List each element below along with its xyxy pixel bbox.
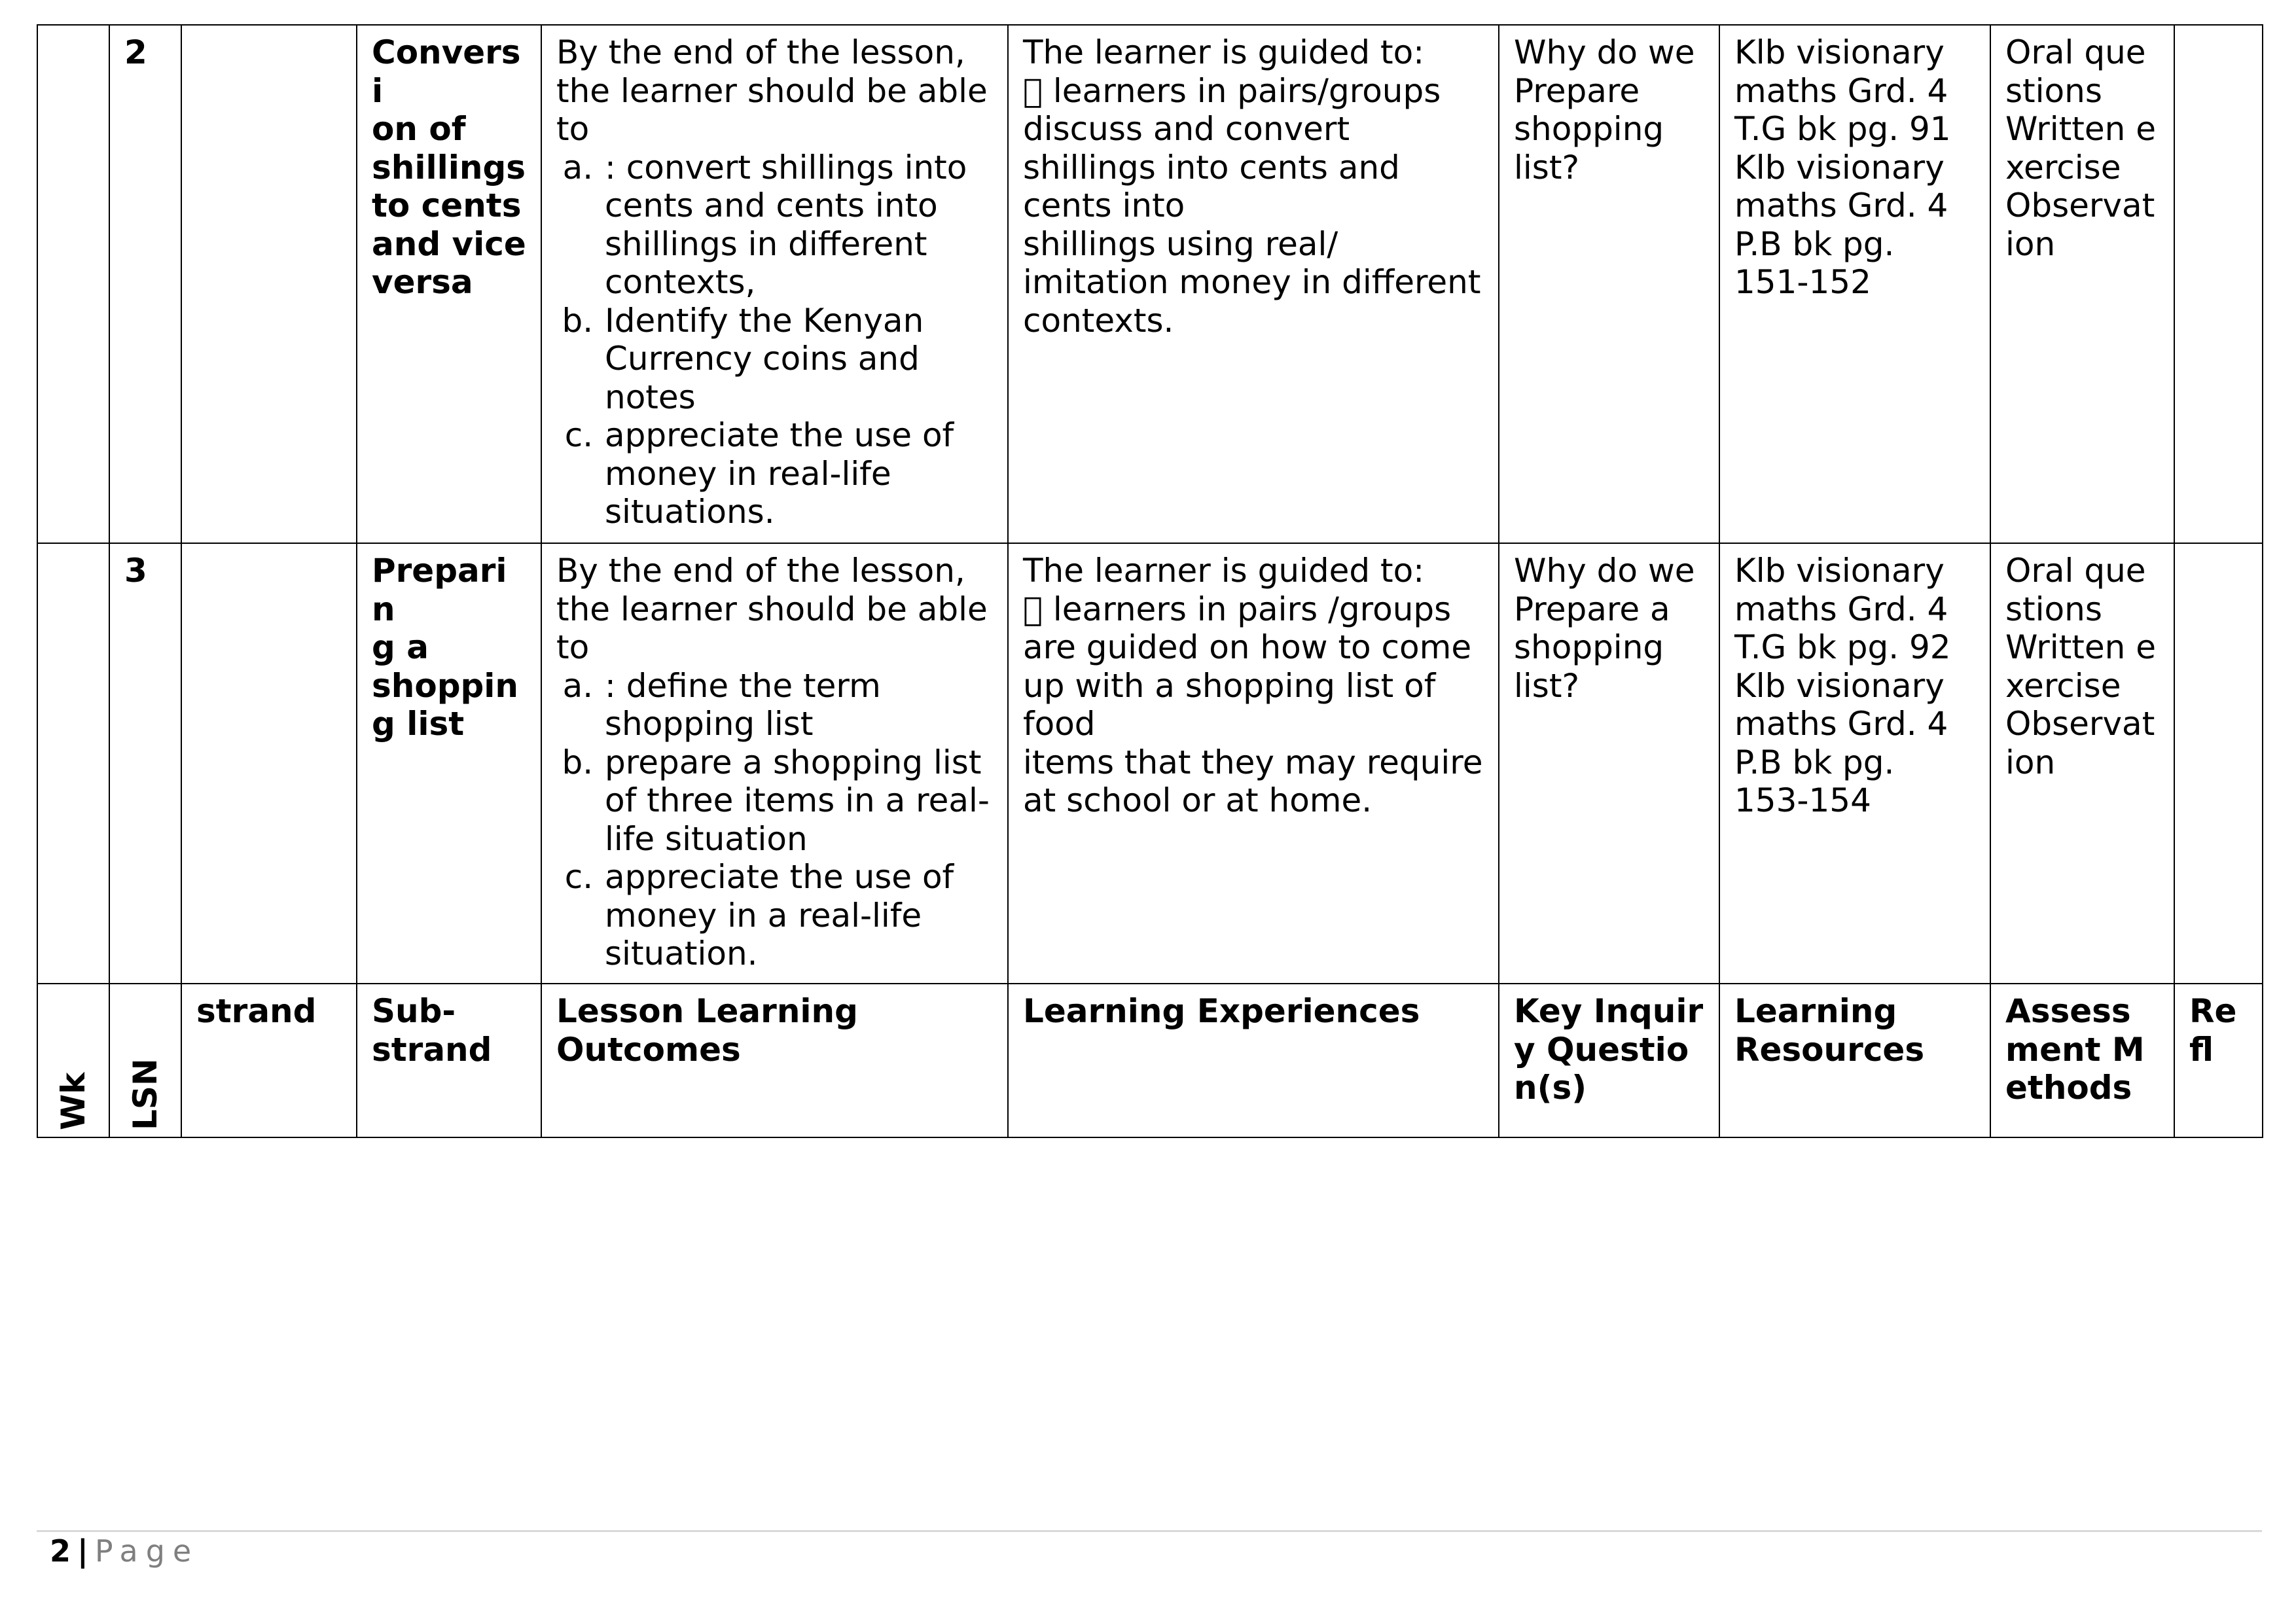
footer-divider [37, 1530, 2262, 1532]
resource-item: Klb visionary maths Grd. 4 P.B bk pg. 153-154 [1734, 666, 1948, 819]
assessment-item: Observation [2005, 705, 2155, 781]
resource-item: Klb visionary maths Grd. 4 P.B bk pg. 151-152 [1734, 148, 1948, 301]
page-number: 2 [50, 1533, 71, 1569]
assessment-item: Written exercise [2005, 628, 2156, 705]
header-learning-experiences: Learning Experiences [1008, 984, 1499, 1137]
key-inquiry-cell: Why do we Prepare shopping list? [1499, 25, 1719, 543]
week-cell [37, 543, 109, 984]
table-header-row [37, 984, 2263, 1137]
strand-cell [181, 25, 357, 543]
outcomes-intro: By the end of the lesson, the learner should be able to [556, 33, 988, 148]
outcome-item: c. appreciate the use of money in a real-life situation. [603, 858, 993, 973]
assessment-item: Observation [2005, 187, 2155, 263]
learning-outcomes-cell [541, 543, 1008, 984]
header-reflection: Refl [2174, 984, 2263, 1137]
sub-strand-cell [357, 25, 541, 543]
experience-line: learners in pairs/groups discuss and convert shillings into cents and cents into [1023, 71, 1411, 224]
outcomes-intro: By the end of the lesson, the learner should be able to [556, 552, 988, 666]
page-separator: | [77, 1533, 88, 1569]
assessment-item: Oral questions [2005, 552, 2146, 628]
sub-strand-line: and vice [372, 224, 526, 263]
outcome-item: a. : convert shillings into cents and cents into shillings in different contexts, [603, 149, 993, 302]
learning-resources-cell [1719, 543, 1990, 984]
header-strand: strand [181, 984, 357, 1137]
header-learning-outcomes: Lesson Learning Outcomes [541, 984, 1008, 1137]
sub-strand-line: versa [372, 263, 473, 301]
outcome-item: a. : define the term shopping list [603, 667, 993, 743]
table-row [37, 25, 2263, 543]
reflection-cell [2174, 543, 2263, 984]
sub-strand-line: Preparin [372, 552, 507, 628]
strand-cell [181, 543, 357, 984]
experience-line: learners in pairs /groups are guided on how to come up with a shopping list of food [1023, 590, 1472, 743]
assessment-item: Written exercise [2005, 110, 2156, 187]
lesson-number-cell: 3 [109, 543, 181, 984]
week-cell [37, 25, 109, 543]
page-footer [50, 1531, 199, 1571]
assessment-item: Oral questions [2005, 33, 2146, 110]
sub-strand-line: to cents [372, 187, 522, 224]
header-learning-resources: Learning Resources [1719, 984, 1990, 1137]
outcomes-list [556, 667, 993, 973]
header-week-cell [37, 984, 109, 1137]
sub-strand-line: Conversi [372, 33, 521, 110]
assessment-methods-cell [1990, 25, 2174, 543]
header-key-inquiry: Key Inquiry Question(s) [1499, 984, 1719, 1137]
page-label: Page [94, 1533, 200, 1569]
sub-strand-line: shillings [372, 148, 526, 187]
resource-item: Klb visionary maths Grd. 4 T.G bk pg. 91 [1734, 33, 1951, 148]
assessment-methods-cell [1990, 543, 2174, 984]
reflection-cell [2174, 25, 2263, 543]
experience-line: The learner is guided to: [1023, 552, 1425, 590]
experience-line: items that they may require at school or at home. [1023, 743, 1483, 819]
learning-experiences-cell [1008, 543, 1499, 984]
learning-outcomes-cell [541, 25, 1008, 543]
learning-resources-cell [1719, 25, 1990, 543]
outcome-item: b. Identify the Kenyan Currency coins and notes [603, 302, 993, 417]
table-row [37, 543, 2263, 984]
sub-strand-line: g a [372, 628, 429, 666]
header-sub-strand: Sub-strand [357, 984, 541, 1137]
resource-item: Klb visionary maths Grd. 4 T.G bk pg. 92 [1734, 552, 1951, 666]
outcome-item: c. appreciate the use of money in real-life situations. [603, 416, 993, 531]
sub-strand-cell [357, 543, 541, 984]
header-lesson-cell [109, 984, 181, 1137]
header-assessment-methods: Assessment Methods [1990, 984, 2174, 1137]
scheme-of-work-table [37, 24, 2263, 1138]
experience-line: shillings using real/ imitation money in different contexts. [1023, 224, 1481, 340]
sub-strand-line: g list [372, 705, 465, 743]
outcome-item: b. prepare a shopping list of three items in a real-life situation [603, 743, 993, 859]
header-week: Wk [54, 1072, 92, 1130]
lesson-number-cell: 2 [109, 25, 181, 543]
learning-experiences-cell [1008, 25, 1499, 543]
outcomes-list [556, 149, 993, 531]
sub-strand-line: on of [372, 110, 466, 148]
header-lesson: LSN [126, 1058, 164, 1130]
key-inquiry-cell: Why do we Prepare a shopping list? [1499, 543, 1719, 984]
experience-line: The learner is guided to: [1023, 33, 1425, 71]
sub-strand-line: shoppin [372, 666, 519, 705]
